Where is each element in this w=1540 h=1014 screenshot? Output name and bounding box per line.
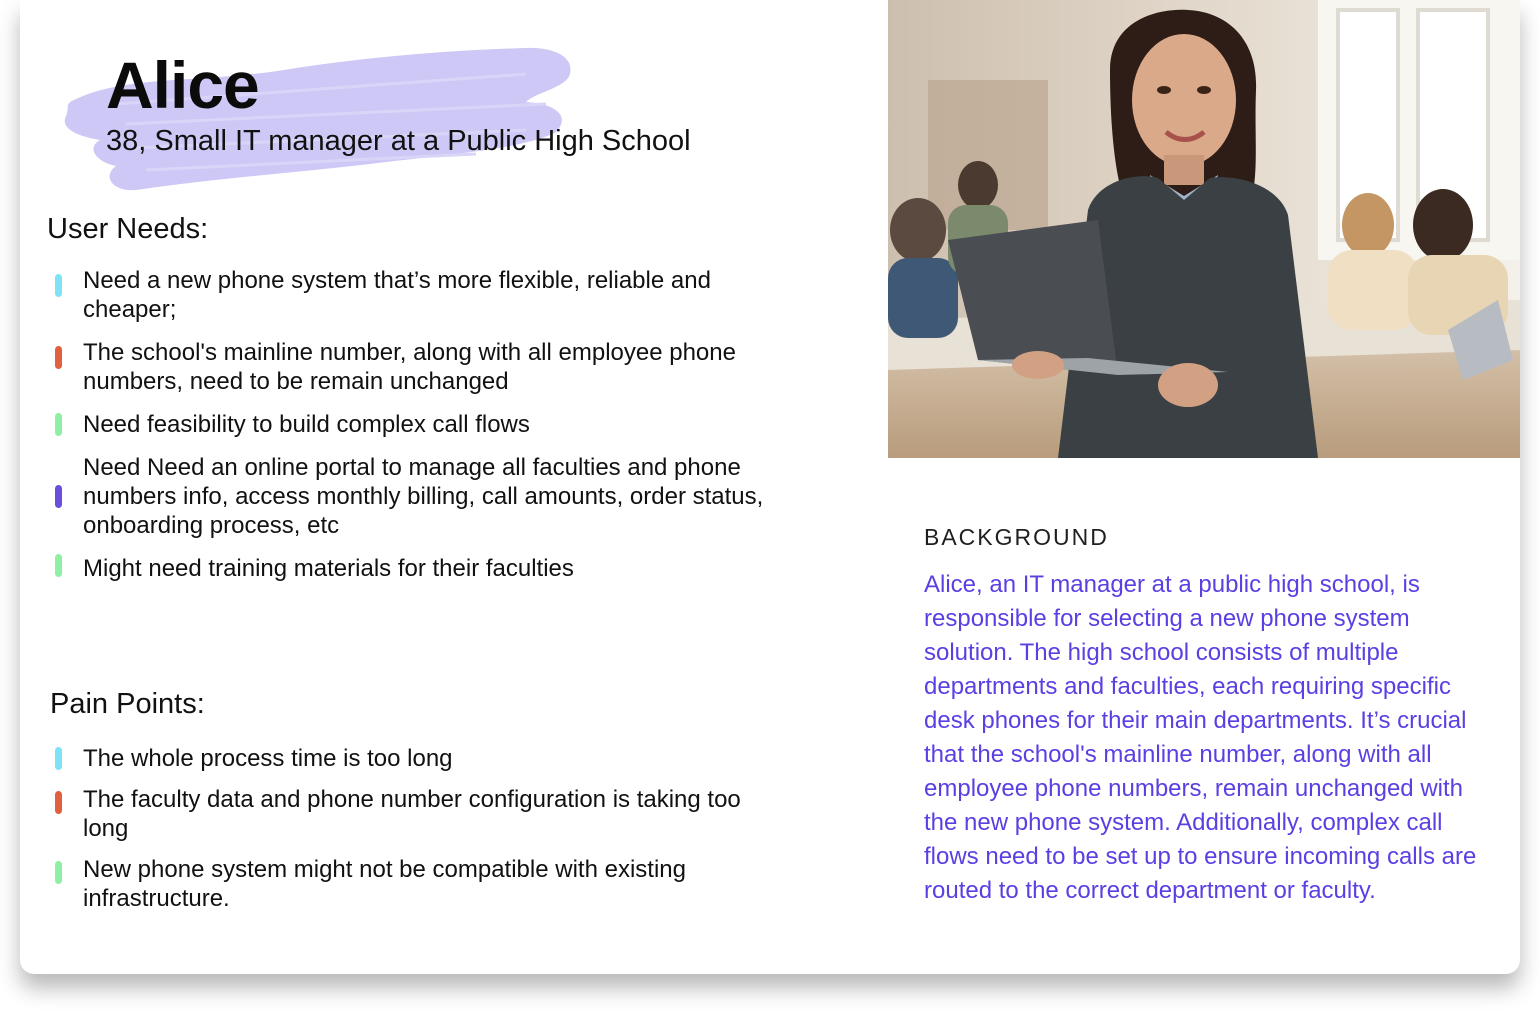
user-needs-heading: User Needs: [47, 213, 209, 245]
pain-points-list [47, 744, 767, 913]
bullet-marker [55, 274, 62, 297]
bullet-marker [55, 747, 62, 770]
background-heading: BACKGROUND [924, 524, 1109, 550]
bullet-marker [55, 554, 62, 577]
list-item: Might need training materials for their faculties [47, 554, 767, 583]
persona-subtitle: 38, Small IT manager at a Public High School [106, 125, 691, 157]
bullet-marker [55, 413, 62, 436]
bullet-marker [55, 861, 62, 884]
background-text: Alice, an IT manager at a public high school, is responsible for selecting a new phone system solution. The high school consists of multiple departments and faculties, each requiring specific desk phones for their main departments. It’s crucial that the school's mainline number, along with all employee phone numbers, remain unchanged with the new phone system. Additionally, complex call flows need to be set up to ensure incoming calls are routed to the correct department or faculty. [924, 571, 1477, 904]
persona-photo [888, 0, 1520, 458]
persona-card [20, 0, 1520, 974]
classroom-photo-illustration [888, 0, 1520, 458]
bullet-marker [55, 346, 62, 369]
list-item: The faculty data and phone number configuration is taking too long [47, 785, 767, 843]
bullet-marker [55, 791, 62, 814]
list-item: Need Need an online portal to manage all faculties and phone numbers info, access monthly billing, call amounts, order status, onboarding process, etc [47, 453, 767, 540]
bullet-marker [55, 485, 62, 508]
user-needs-list [47, 266, 767, 583]
list-item: Need feasibility to build complex call flows [47, 410, 767, 439]
list-item: Need a new phone system that’s more flexible, reliable and cheaper; [47, 266, 767, 324]
list-item: New phone system might not be compatible with existing infrastructure. [47, 855, 767, 913]
pain-points-heading: Pain Points: [50, 688, 205, 720]
list-item: The whole process time is too long [47, 744, 767, 773]
list-item: The school's mainline number, along with all employee phone numbers, need to be remain unchanged [47, 338, 767, 396]
persona-name: Alice [106, 48, 259, 122]
